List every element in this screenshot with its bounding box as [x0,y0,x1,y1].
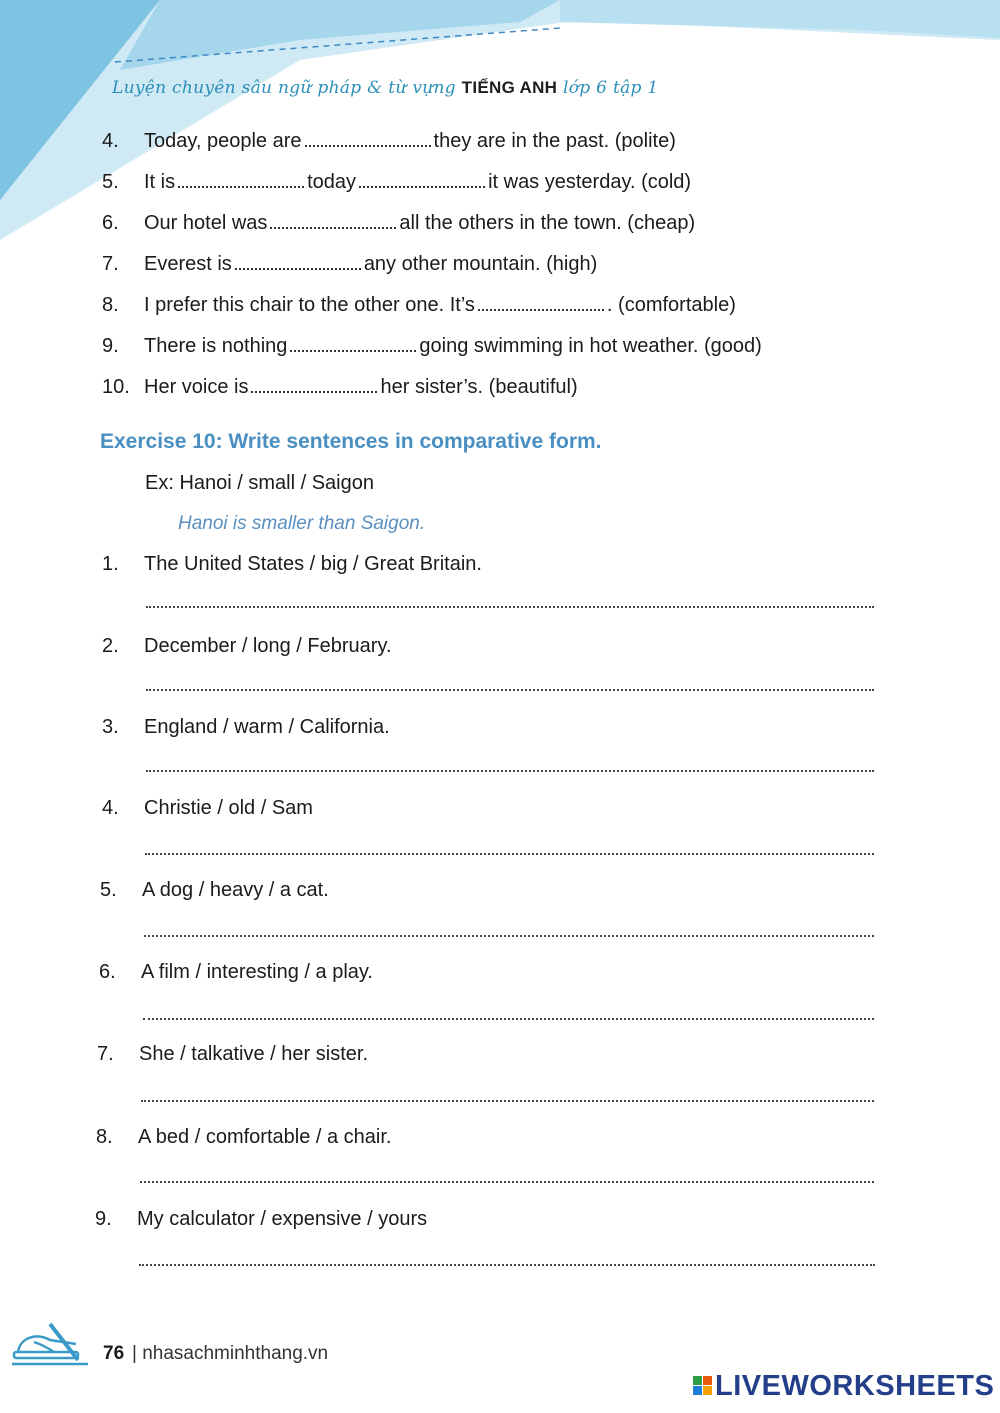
item-text: . (comfortable) [606,294,736,316]
example-answer: Hanoi is smaller than Saigon. [178,513,426,534]
answer-line-6[interactable] [143,1018,874,1020]
ex9-item-8 [102,294,736,317]
header-suffix: lớp 6 tập 1 [562,78,659,98]
footer-site: | nhasachminhthang.vn [132,1343,329,1364]
book-header [112,78,659,98]
item-text: going swimming in hot weather. (good) [419,335,762,357]
item-text: all the others in the town. (cheap) [399,212,696,234]
answer-line-5[interactable] [144,935,874,937]
answer-blank[interactable] [290,336,416,352]
answer-blank[interactable] [359,172,485,188]
ex10-item-1 [102,553,482,576]
item-number: 9. [95,1208,112,1230]
item-prompt: A bed / comfortable / a chair. [138,1126,392,1148]
liveworksheets-watermark: LIVEWORKSHEETS [715,1370,995,1402]
answer-blank[interactable] [178,172,304,188]
item-text: I prefer this chair to the other one. It’s [144,294,475,316]
ex10-item-7 [97,1043,368,1066]
exercise-10-title: Exercise 10: Write sentences in comparative form. [100,430,602,453]
item-prompt: England / warm / California. [144,716,390,738]
item-text: Her voice is [144,376,249,398]
item-number: 5. [100,879,117,901]
item-text: Today, people are [144,130,302,152]
item-text: Our hotel was [144,212,268,234]
answer-line-4[interactable] [145,853,874,855]
answer-blank[interactable] [270,213,396,229]
answer-blank[interactable] [235,254,361,270]
item-number: 6. [99,961,116,983]
ex10-item-8 [96,1126,391,1149]
item-prompt: Christie / old / Sam [144,797,313,819]
answer-line-2[interactable] [146,689,874,691]
item-prompt: A dog / heavy / a cat. [142,879,329,901]
item-number: 8. [102,294,119,316]
item-text: It is [144,171,176,193]
ex9-item-6 [102,212,695,235]
item-text: her sister’s. (beautiful) [380,376,578,398]
item-prompt: December / long / February. [144,635,392,657]
item-number: 9. [102,335,119,357]
ex10-item-5 [100,879,329,902]
item-prompt: The United States / big / Great Britain. [144,553,482,575]
item-prompt: A film / interesting / a play. [141,961,373,983]
answer-line-7[interactable] [141,1100,874,1102]
liveworksheets-badge-icon [693,1376,713,1396]
ex9-item-9 [102,335,762,358]
item-text: today [307,171,357,193]
ex10-item-2 [102,635,392,658]
item-text: There is nothing [144,335,288,357]
answer-line-1[interactable] [146,606,874,608]
answer-blank[interactable] [305,131,431,147]
item-prompt: She / talkative / her sister. [139,1043,368,1065]
item-prompt: My calculator / expensive / yours [137,1208,428,1230]
item-number: 3. [102,716,119,738]
ex9-item-10 [102,376,578,399]
answer-blank[interactable] [478,295,604,311]
ex10-item-4 [102,797,313,820]
item-number: 1. [102,553,119,575]
header-prefix: Luyện chuyên sâu ngữ pháp & từ vựng [112,78,456,98]
answer-line-8[interactable] [140,1181,874,1183]
ex9-item-5 [102,171,691,194]
answer-line-3[interactable] [146,770,874,772]
ex10-item-6 [99,961,373,984]
item-number: 4. [102,130,119,152]
item-number: 8. [96,1126,113,1148]
ex10-item-9 [95,1208,427,1231]
item-number: 5. [102,171,119,193]
writing-hand-icon [10,1318,90,1378]
item-text: Everest is [144,253,232,275]
item-text: any other mountain. (high) [363,253,598,275]
answer-line-9[interactable] [139,1264,875,1266]
item-number: 2. [102,635,119,657]
corner-decoration [0,0,1000,240]
item-number: 7. [97,1043,114,1065]
item-text: they are in the past. (polite) [433,130,676,152]
ex10-item-3 [102,716,390,739]
answer-blank[interactable] [251,377,377,393]
example-prompt: Ex: Hanoi / small / Saigon [145,472,374,494]
ex9-item-4 [102,130,676,153]
page-number: 76 [103,1343,125,1364]
ex9-item-7 [102,253,597,276]
header-highlight: TIẾNG ANH [461,78,558,97]
item-number: 6. [102,212,119,234]
item-number: 7. [102,253,119,275]
item-number: 4. [102,797,119,819]
item-number: 10. [102,376,130,398]
item-text: it was yesterday. (cold) [488,171,692,193]
